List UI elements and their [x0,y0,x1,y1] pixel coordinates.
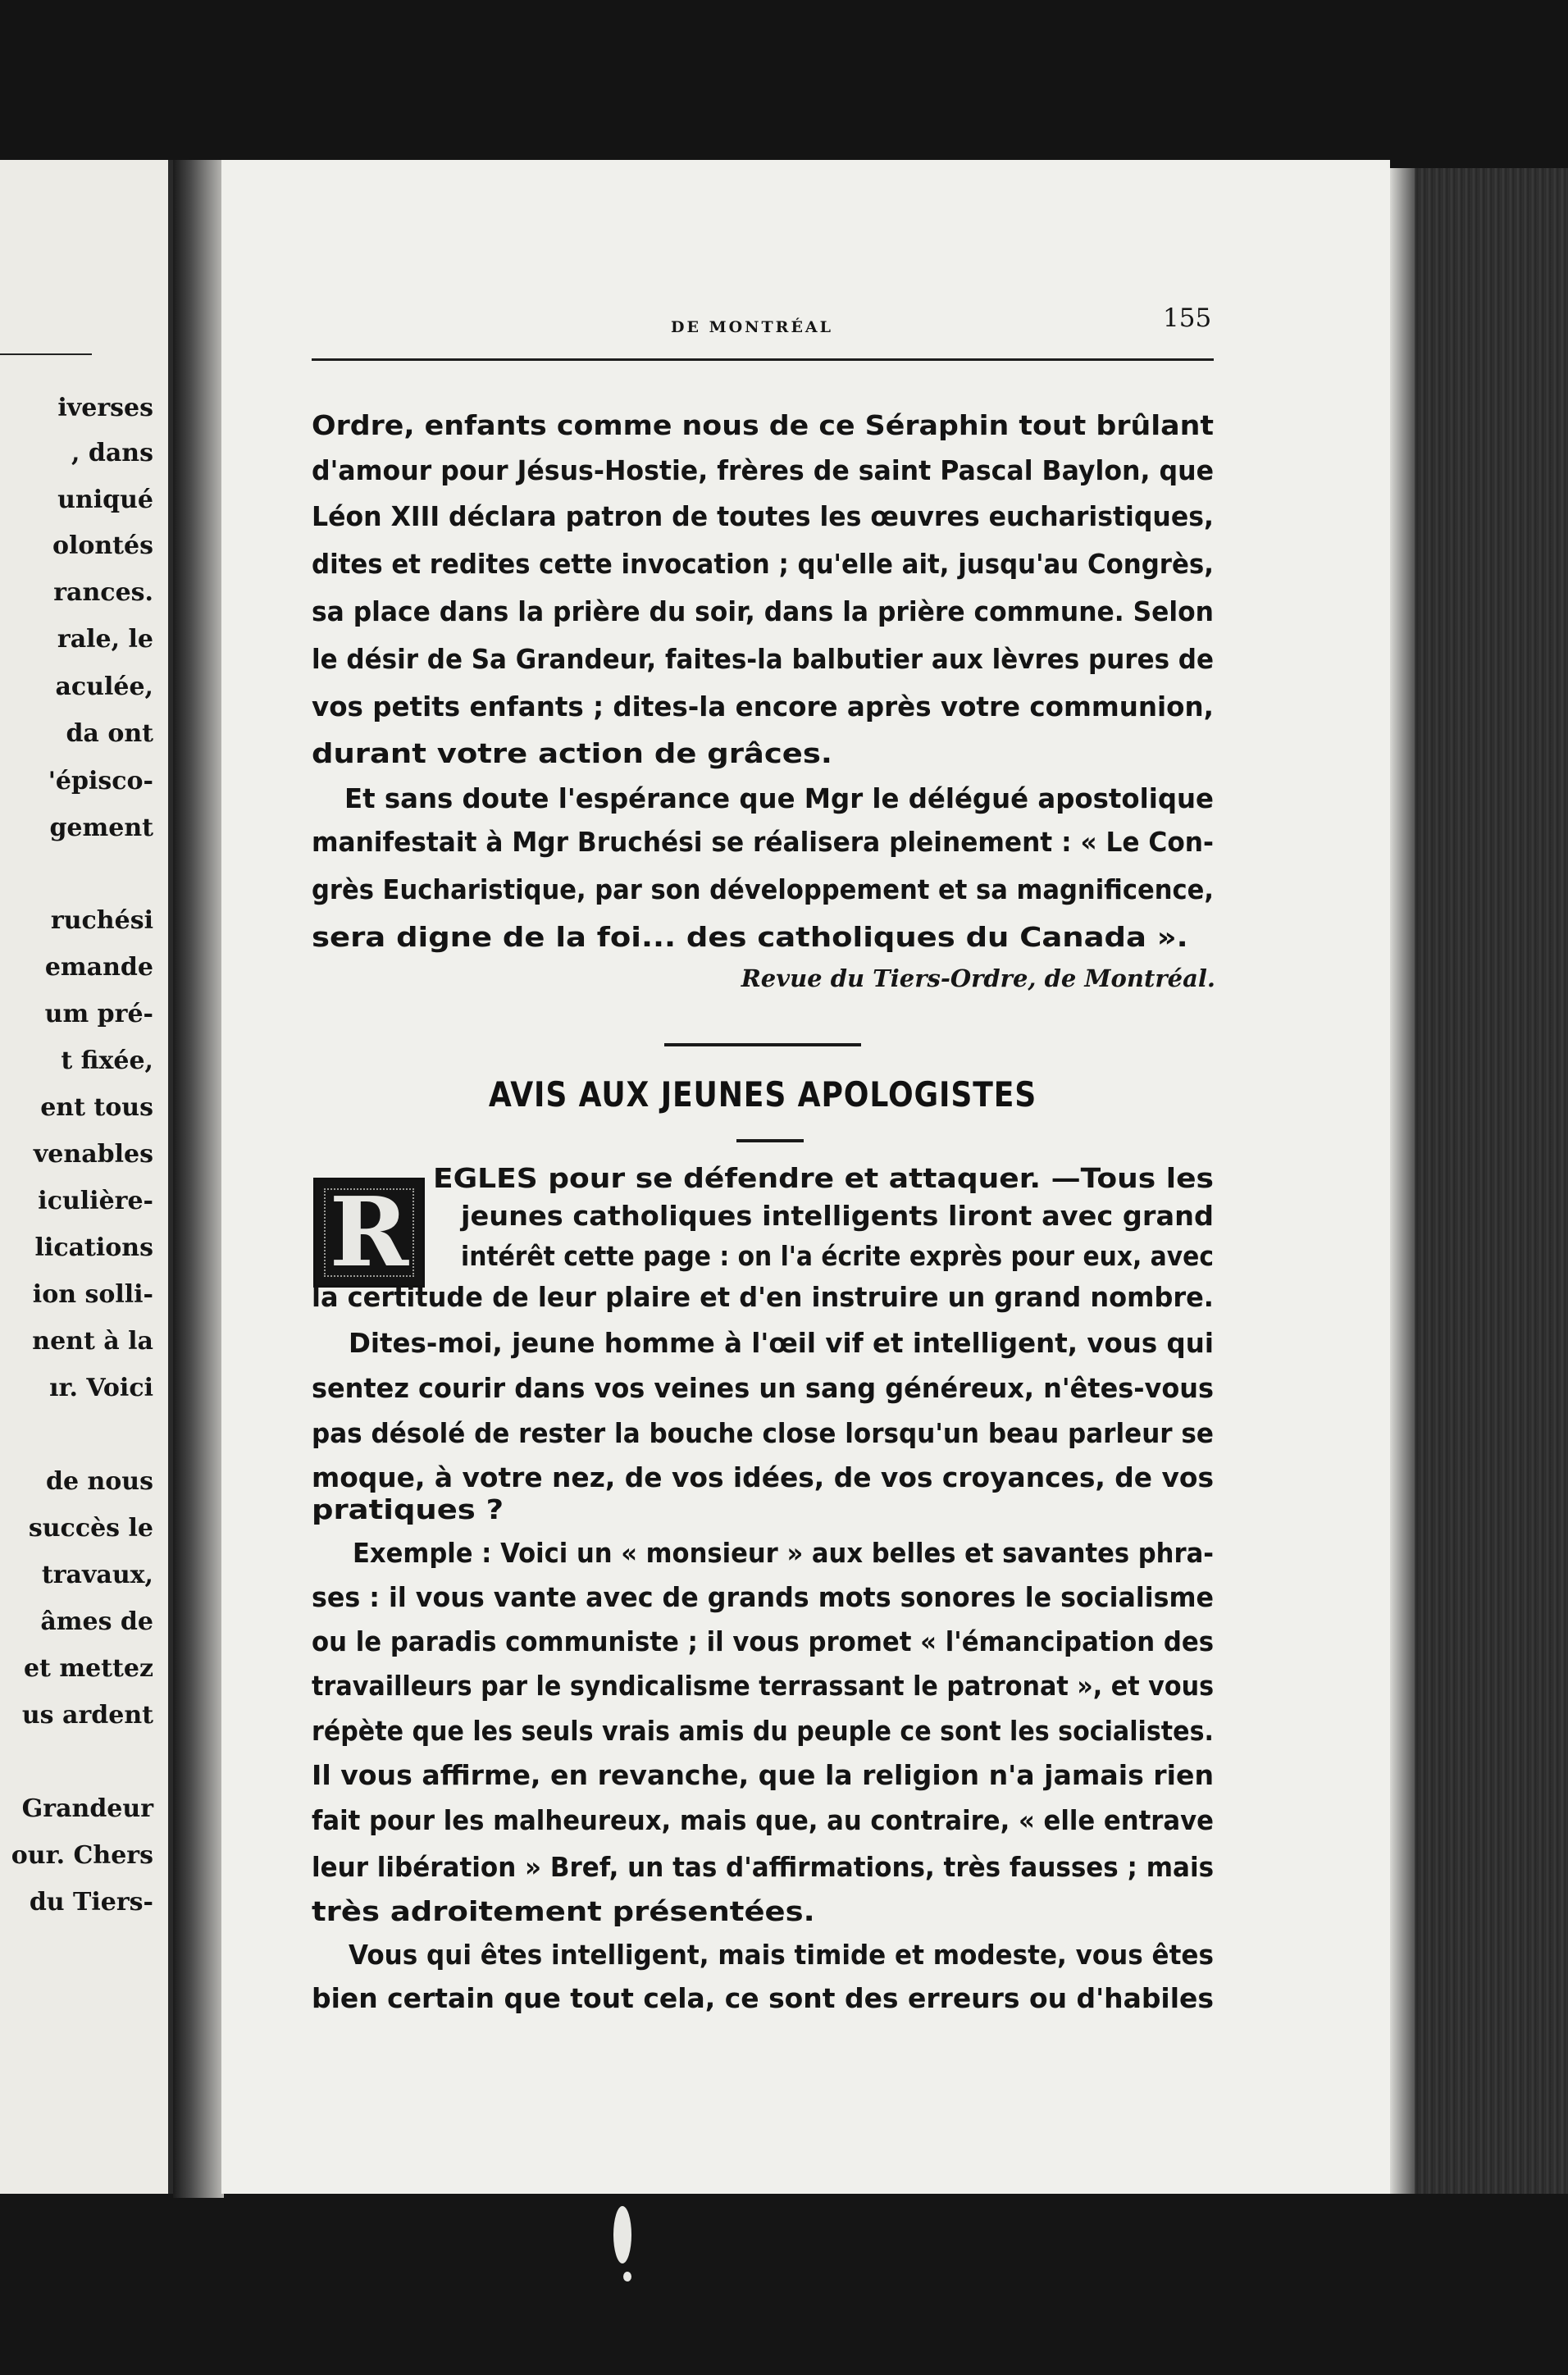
left-page-line: travaux, [41,1561,153,1589]
left-page-line: Grandeur [21,1794,153,1823]
drop-cap-letter: R [329,1177,409,1288]
left-page-line: ruchési [50,906,153,935]
gutter-shadow [173,160,224,2198]
left-page-line: , dans [71,439,153,467]
drop-cap-ornament [324,1188,414,1277]
left-page-line: gement [49,814,153,842]
left-page-line: ent tous [40,1093,153,1122]
article1-line: Et sans doute l'espérance que Mgr le délégué apostolique [344,782,1215,814]
article1-line: manifestait à Mgr Bruchési se réalisera pleinement : « Le Con- [312,826,1214,858]
article1-line: sa place dans la prière du soir, dans la prière commune. Selon [312,595,1214,627]
section-rule [736,1139,804,1142]
left-page-line: de nous [45,1467,153,1496]
section-title: AVIS AUX JEUNES APOLOGISTES [488,1074,1037,1115]
running-header: DE MONTRÉAL [671,318,834,336]
article1-line: dites et redites cette invocation ; qu'elle ait, jusqu'au Congrès, [312,548,1214,580]
left-page-line: venables [33,1140,153,1169]
left-page-line: ır. Voici [49,1374,153,1402]
left-page-rule [0,353,92,355]
article1-line: d'amour pour Jésus-Hostie, frères de saint Pascal Baylon, que [312,454,1215,486]
page-number: 155 [1163,303,1212,333]
article2-line: travailleurs par le syndicalisme terrassant le patronat », et vous [312,1670,1215,1702]
article2-line: leur libération » Bref, un tas d'affirmations, très fausses ; mais [312,1851,1215,1883]
left-page-line: ion solli- [32,1280,153,1309]
left-page-line: t fixée, [61,1046,153,1075]
article1-line: grès Eucharistique, par son développement et sa magnificence, [312,873,1214,905]
article1-line: vos petits enfants ; dites-la encore après votre communion, [312,691,1215,723]
left-page-line: du Tiers- [29,1888,153,1917]
left-page-line: emande [44,953,153,982]
article1-attribution: Revue du Tiers-Ordre, de Montréal. [741,964,1215,992]
article2-line: ou le paradis communiste ; il vous promet « l'émancipation des [312,1625,1215,1657]
article2-line: pratiques ? [312,1493,504,1525]
left-page [0,160,173,2194]
article1-line: Ordre, enfants comme nous de ce Séraphin tout brûlant [312,409,1215,441]
background [0,2181,1568,2375]
article2-line: Vous qui êtes intelligent, mais timide et modeste, vous êtes [349,1939,1214,1971]
scan-speck [613,2206,631,2263]
article2-line: très adroitement présentées. [312,1895,815,1927]
left-page-line: iculière- [38,1187,153,1215]
left-page-line: lications [34,1233,153,1262]
left-page-line: us ardent [21,1701,153,1730]
article1-line: sera digne de la foi... des catholiques du Canada ». [312,921,1188,953]
article2-line: ses : il vous vante avec de grands mots sonores le socialisme [312,1581,1215,1613]
article2-line: répète que les seuls vrais amis du peuple ce sont les socialistes. [312,1715,1214,1747]
article1-line: le désir de Sa Grandeur, faites-la balbutier aux lèvres pures de [312,643,1215,675]
article2-line: intérêt cette page : on l'a écrite exprès pour eux, avec [461,1240,1214,1272]
article2-line: fait pour les malheureux, mais que, au contraire, « elle entrave [312,1804,1215,1836]
left-page-line: iverses [57,394,153,422]
left-page-line: rances. [53,578,153,607]
article2-line: Dites-moi, jeune homme à l'œil vif et intelligent, vous qui [349,1327,1214,1359]
article2-line: pas désolé de rester la bouche close lorsqu'un beau parleur se [312,1417,1214,1449]
section-rule [664,1043,861,1046]
left-page-line: uniqué [57,485,153,514]
article2-line: bien certain que tout cela, ce sont des erreurs ou d'habiles [312,1982,1214,2014]
left-page-line: um pré- [44,1000,153,1028]
left-page-line: rale, le [57,625,153,654]
left-page-line: olontés [52,531,153,560]
article1-line: Léon XIII déclara patron de toutes les œuvres eucharistiques, [312,500,1215,532]
article2-line: EGLES pour se défendre et attaquer. —Tous les [433,1162,1214,1194]
article1-line: durant votre action de grâces. [312,737,832,769]
left-page-line: succès le [28,1514,153,1543]
article2-line: la certitude de leur plaire et d'en instruire un grand nombre. [312,1281,1214,1313]
left-page-line: aculée, [55,672,153,701]
drop-cap [313,1178,425,1288]
left-page-line: âmes de [40,1607,153,1636]
left-page-line: da ont [66,719,153,748]
page-edge-shading [1390,168,1415,2194]
book-page-edges [1390,168,1568,2194]
article2-line: Exemple : Voici un « monsieur » aux belles et savantes phra- [353,1537,1214,1569]
left-page-line: nent à la [32,1327,153,1356]
left-page-line: 'épisco- [48,767,153,795]
header-rule [312,358,1214,361]
left-page-line: our. Chers [11,1841,153,1870]
article2-line: sentez courir dans vos veines un sang généreux, n'êtes-vous [312,1372,1215,1404]
article2-line: moque, à votre nez, de vos idées, de vos croyances, de vos [312,1461,1215,1493]
left-page-line: et mettez [23,1654,153,1683]
article2-line: Il vous affirme, en revanche, que la religion n'a jamais rien [312,1759,1215,1791]
scan-speck [623,2272,631,2282]
article2-line: jeunes catholiques intelligents liront avec grand [461,1200,1214,1232]
